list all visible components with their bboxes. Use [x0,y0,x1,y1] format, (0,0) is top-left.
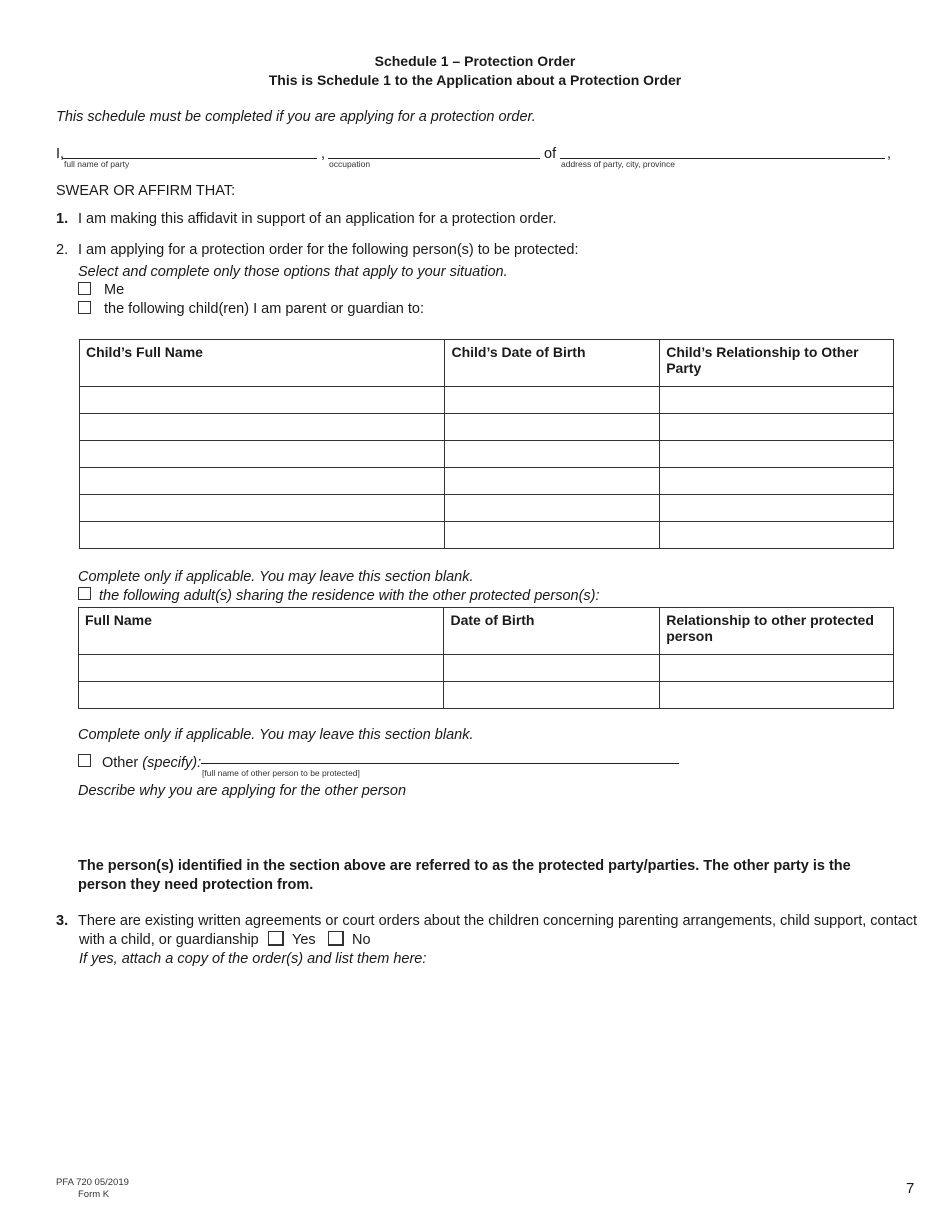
item2-note: Select and complete only those options that apply to your situation. [78,264,508,280]
other-person-label: [full name of other person to be protected] [202,768,360,778]
page-number: 7 [906,1180,915,1197]
table-cell[interactable] [444,655,660,682]
adults-option-label: the following adult(s) sharing the residence with the other protected person(s): [99,588,600,604]
adults-col-name: Full Name [79,608,444,655]
table-cell[interactable] [444,682,660,709]
table-cell[interactable] [445,495,660,522]
table-cell[interactable] [445,441,660,468]
table-cell[interactable] [660,495,894,522]
table-row [80,468,894,495]
item3-text-line1: There are existing written agreements or court orders about the children concerning parenting arrangements, child support, contact [78,913,918,929]
me-checkbox[interactable] [78,282,91,295]
declaration-comma: , [321,146,326,162]
table-cell[interactable] [445,468,660,495]
schedule-subtitle: This is Schedule 1 to the Application about a Protection Order [268,72,682,88]
table-cell[interactable] [80,387,445,414]
children-checkbox[interactable] [78,301,91,314]
occupation-label: occupation [329,159,371,169]
table-cell[interactable] [80,468,445,495]
me-option-label: Me [104,282,125,298]
item1-number: 1. [56,211,69,227]
other-describe: Describe why you are applying for the other person [78,783,407,799]
protected-statement: The person(s) identified in the section above are referred to as the protected party/parties. The other party is the person they need protection from. [78,858,851,893]
declaration-prefix: I, [56,146,65,162]
item3-number: 3. [56,913,69,929]
other-checkbox[interactable] [78,754,91,767]
adults-col-dob: Date of Birth [444,608,660,655]
children-col-name: Child’s Full Name [80,340,445,387]
table-cell[interactable] [660,682,894,709]
table-cell[interactable] [79,655,444,682]
table-cell[interactable] [660,655,894,682]
schedule-instruction: This schedule must be completed if you are applying for a protection order. [56,109,536,125]
table-cell[interactable] [445,387,660,414]
other-note: Complete only if applicable. You may leave this section blank. [78,727,474,743]
adults-checkbox[interactable] [78,587,91,600]
no-label: No [352,932,371,948]
table-cell[interactable] [445,522,660,549]
address-label: address of party, city, province [561,159,676,169]
table-row [80,495,894,522]
table-cell[interactable] [660,441,894,468]
table-row [80,522,894,549]
children-table-header [80,340,894,387]
form-name: Form K [78,1189,110,1200]
schedule-title: Schedule 1 – Protection Order [374,53,576,69]
adults-note: Complete only if applicable. You may leave this section blank. [78,569,474,585]
table-cell[interactable] [660,414,894,441]
table-cell[interactable] [80,414,445,441]
item3-text-line2: with a child, or guardianship [79,932,259,948]
yes-checkbox[interactable] [268,931,284,946]
adults-table [78,607,894,709]
children-option-label: the following child(ren) I am parent or guardian to: [104,301,424,317]
table-cell[interactable] [80,495,445,522]
table-cell[interactable] [80,441,445,468]
declaration-of: of [544,146,557,162]
adults-table-header [79,608,894,655]
yes-label: Yes [292,932,316,948]
swear-heading: SWEAR OR AFFIRM THAT: [56,183,236,199]
item2-text: I am applying for a protection order for the following person(s) to be protected: [78,242,579,258]
full-name-label: full name of party [64,159,130,169]
table-row [79,655,894,682]
table-cell[interactable] [79,682,444,709]
no-checkbox[interactable] [328,931,344,946]
table-cell[interactable] [660,522,894,549]
item2-number: 2. [56,242,69,258]
declaration-end-comma: , [887,146,892,162]
table-cell[interactable] [660,387,894,414]
other-specify-text: (specify): [142,755,202,771]
table-cell[interactable] [80,522,445,549]
form-code: PFA 720 05/2019 [56,1177,129,1188]
children-table [79,339,894,549]
table-row [79,682,894,709]
adults-col-relationship: Relationship to other protected person [660,608,894,655]
table-cell[interactable] [660,468,894,495]
other-label [102,755,201,771]
table-cell[interactable] [445,414,660,441]
table-row [80,414,894,441]
children-col-dob: Child’s Date of Birth [445,340,660,387]
item3-note: If yes, attach a copy of the order(s) and list them here: [79,951,427,967]
other-label-text: Other [102,755,139,771]
table-row [80,387,894,414]
children-col-relationship: Child’s Relationship to Other Party [660,340,894,387]
table-row [80,441,894,468]
item1-text: I am making this affidavit in support of an application for a protection order. [78,211,557,227]
other-person-field[interactable] [201,763,679,764]
